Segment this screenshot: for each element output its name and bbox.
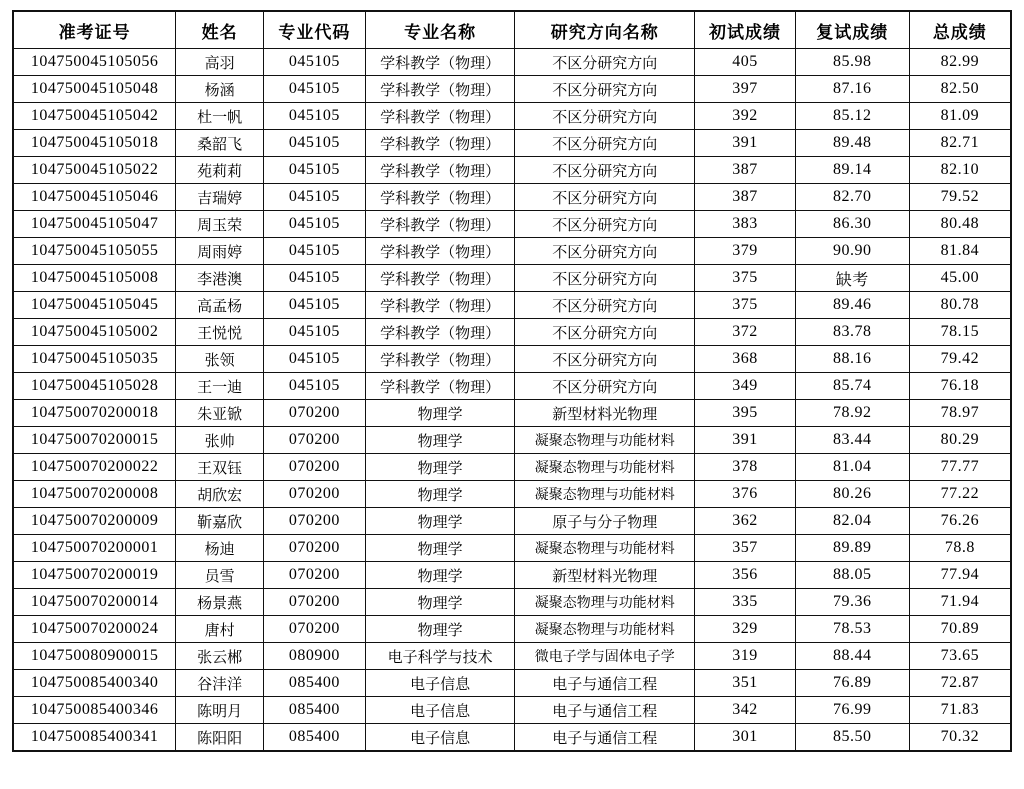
cell-major-name: 物理学 (365, 454, 515, 481)
cell-retest-score: 85.74 (795, 373, 909, 400)
cell-name: 周玉荣 (176, 211, 264, 238)
cell-name: 李港澳 (176, 265, 264, 292)
cell-retest-score: 88.05 (795, 562, 909, 589)
cell-research-direction: 凝聚态物理与功能材料 (515, 427, 695, 454)
cell-retest-score: 90.90 (795, 238, 909, 265)
cell-initial-score: 376 (695, 481, 796, 508)
cell-major-code: 070200 (263, 481, 365, 508)
cell-name: 杨景燕 (176, 589, 264, 616)
cell-research-direction: 不区分研究方向 (515, 373, 695, 400)
table-row (13, 427, 1011, 454)
cell-retest-score: 79.36 (795, 589, 909, 616)
cell-total-score: 45.00 (909, 265, 1011, 292)
table-row (13, 508, 1011, 535)
table-row (13, 184, 1011, 211)
col-header-major-name: 专业名称 (365, 11, 515, 49)
cell-total-score: 73.65 (909, 643, 1011, 670)
cell-exam-number: 104750045105056 (13, 49, 176, 76)
cell-major-name: 物理学 (365, 427, 515, 454)
cell-name: 周雨婷 (176, 238, 264, 265)
cell-major-name: 学科教学（物理） (365, 103, 515, 130)
cell-retest-score: 82.70 (795, 184, 909, 211)
cell-initial-score: 383 (695, 211, 796, 238)
cell-major-code: 045105 (263, 292, 365, 319)
table-row (13, 130, 1011, 157)
cell-initial-score: 356 (695, 562, 796, 589)
cell-major-code: 045105 (263, 130, 365, 157)
cell-research-direction: 不区分研究方向 (515, 238, 695, 265)
cell-exam-number: 104750070200019 (13, 562, 176, 589)
table-row (13, 238, 1011, 265)
cell-major-code: 085400 (263, 670, 365, 697)
cell-total-score: 76.26 (909, 508, 1011, 535)
cell-research-direction: 不区分研究方向 (515, 211, 695, 238)
cell-initial-score: 368 (695, 346, 796, 373)
cell-research-direction: 不区分研究方向 (515, 103, 695, 130)
col-header-major-code: 专业代码 (263, 11, 365, 49)
table-row (13, 346, 1011, 373)
cell-major-name: 物理学 (365, 562, 515, 589)
cell-total-score: 82.99 (909, 49, 1011, 76)
cell-major-code: 070200 (263, 454, 365, 481)
col-header-initial-score: 初试成绩 (695, 11, 796, 49)
cell-major-code: 085400 (263, 697, 365, 724)
cell-research-direction: 凝聚态物理与功能材料 (515, 454, 695, 481)
cell-total-score: 77.77 (909, 454, 1011, 481)
cell-initial-score: 397 (695, 76, 796, 103)
cell-major-name: 物理学 (365, 535, 515, 562)
cell-initial-score: 391 (695, 130, 796, 157)
cell-research-direction: 不区分研究方向 (515, 292, 695, 319)
cell-initial-score: 357 (695, 535, 796, 562)
cell-research-direction: 凝聚态物理与功能材料 (515, 535, 695, 562)
cell-initial-score: 387 (695, 184, 796, 211)
cell-exam-number: 104750045105035 (13, 346, 176, 373)
cell-initial-score: 362 (695, 508, 796, 535)
cell-major-code: 045105 (263, 319, 365, 346)
cell-initial-score: 319 (695, 643, 796, 670)
cell-major-code: 085400 (263, 724, 365, 752)
cell-initial-score: 335 (695, 589, 796, 616)
cell-major-code: 045105 (263, 76, 365, 103)
cell-initial-score: 405 (695, 49, 796, 76)
cell-research-direction: 新型材料光物理 (515, 562, 695, 589)
cell-major-code: 045105 (263, 157, 365, 184)
table-row (13, 103, 1011, 130)
cell-major-name: 学科教学（物理） (365, 319, 515, 346)
cell-major-code: 070200 (263, 400, 365, 427)
cell-total-score: 70.89 (909, 616, 1011, 643)
cell-total-score: 80.48 (909, 211, 1011, 238)
cell-total-score: 81.09 (909, 103, 1011, 130)
cell-research-direction: 电子与通信工程 (515, 724, 695, 752)
cell-major-name: 电子信息 (365, 724, 515, 752)
cell-research-direction: 凝聚态物理与功能材料 (515, 481, 695, 508)
cell-exam-number: 104750045105018 (13, 130, 176, 157)
cell-research-direction: 原子与分子物理 (515, 508, 695, 535)
cell-major-code: 045105 (263, 373, 365, 400)
cell-major-code: 045105 (263, 346, 365, 373)
table-row (13, 589, 1011, 616)
cell-major-code: 045105 (263, 49, 365, 76)
cell-major-code: 045105 (263, 103, 365, 130)
cell-name: 陈阳阳 (176, 724, 264, 752)
cell-retest-score: 78.92 (795, 400, 909, 427)
cell-name: 张领 (176, 346, 264, 373)
cell-exam-number: 104750070200015 (13, 427, 176, 454)
cell-major-name: 学科教学（物理） (365, 211, 515, 238)
cell-exam-number: 104750070200001 (13, 535, 176, 562)
table-row (13, 292, 1011, 319)
cell-retest-score: 83.44 (795, 427, 909, 454)
cell-retest-score: 78.53 (795, 616, 909, 643)
table-row (13, 373, 1011, 400)
table-row (13, 535, 1011, 562)
cell-research-direction: 不区分研究方向 (515, 346, 695, 373)
cell-research-direction: 凝聚态物理与功能材料 (515, 616, 695, 643)
cell-retest-score: 86.30 (795, 211, 909, 238)
col-header-total-score: 总成绩 (909, 11, 1011, 49)
cell-exam-number: 104750070200014 (13, 589, 176, 616)
table-row (13, 697, 1011, 724)
cell-retest-score: 88.44 (795, 643, 909, 670)
cell-retest-score: 89.46 (795, 292, 909, 319)
cell-major-name: 电子信息 (365, 670, 515, 697)
cell-exam-number: 104750045105008 (13, 265, 176, 292)
cell-exam-number: 104750070200022 (13, 454, 176, 481)
cell-major-code: 045105 (263, 238, 365, 265)
cell-major-code: 070200 (263, 562, 365, 589)
cell-name: 桑韶飞 (176, 130, 264, 157)
cell-initial-score: 342 (695, 697, 796, 724)
cell-retest-score: 缺考 (795, 265, 909, 292)
cell-retest-score: 80.26 (795, 481, 909, 508)
cell-name: 张帅 (176, 427, 264, 454)
cell-name: 杨涵 (176, 76, 264, 103)
cell-exam-number: 104750045105055 (13, 238, 176, 265)
cell-retest-score: 76.89 (795, 670, 909, 697)
table-row (13, 76, 1011, 103)
cell-initial-score: 349 (695, 373, 796, 400)
cell-major-name: 学科教学（物理） (365, 373, 515, 400)
cell-total-score: 80.78 (909, 292, 1011, 319)
cell-exam-number: 104750070200009 (13, 508, 176, 535)
cell-total-score: 81.84 (909, 238, 1011, 265)
cell-initial-score: 329 (695, 616, 796, 643)
cell-name: 唐村 (176, 616, 264, 643)
cell-initial-score: 372 (695, 319, 796, 346)
cell-name: 陈明月 (176, 697, 264, 724)
col-header-retest-score: 复试成绩 (795, 11, 909, 49)
cell-name: 靳嘉欣 (176, 508, 264, 535)
cell-research-direction: 微电子学与固体电子学 (515, 643, 695, 670)
table-row (13, 481, 1011, 508)
col-header-name: 姓名 (176, 11, 264, 49)
cell-major-name: 物理学 (365, 400, 515, 427)
cell-total-score: 79.42 (909, 346, 1011, 373)
cell-name: 朱亚锨 (176, 400, 264, 427)
cell-research-direction: 不区分研究方向 (515, 157, 695, 184)
cell-total-score: 78.15 (909, 319, 1011, 346)
cell-name: 王一迪 (176, 373, 264, 400)
cell-total-score: 80.29 (909, 427, 1011, 454)
cell-major-name: 学科教学（物理） (365, 265, 515, 292)
cell-retest-score: 85.98 (795, 49, 909, 76)
cell-major-code: 045105 (263, 265, 365, 292)
table-row (13, 319, 1011, 346)
cell-exam-number: 104750085400340 (13, 670, 176, 697)
cell-total-score: 78.8 (909, 535, 1011, 562)
cell-major-code: 045105 (263, 211, 365, 238)
cell-total-score: 70.32 (909, 724, 1011, 752)
cell-major-code: 070200 (263, 508, 365, 535)
cell-research-direction: 凝聚态物理与功能材料 (515, 589, 695, 616)
cell-exam-number: 104750045105046 (13, 184, 176, 211)
cell-total-score: 76.18 (909, 373, 1011, 400)
cell-major-name: 物理学 (365, 589, 515, 616)
col-header-exam-number: 准考证号 (13, 11, 176, 49)
cell-total-score: 77.94 (909, 562, 1011, 589)
table-row (13, 643, 1011, 670)
cell-name: 胡欣宏 (176, 481, 264, 508)
cell-name: 吉瑞婷 (176, 184, 264, 211)
cell-retest-score: 76.99 (795, 697, 909, 724)
cell-initial-score: 387 (695, 157, 796, 184)
cell-name: 张云郴 (176, 643, 264, 670)
cell-exam-number: 104750080900015 (13, 643, 176, 670)
cell-retest-score: 85.12 (795, 103, 909, 130)
cell-major-code: 080900 (263, 643, 365, 670)
cell-exam-number: 104750070200018 (13, 400, 176, 427)
table-row (13, 670, 1011, 697)
col-header-research-direction: 研究方向名称 (515, 11, 695, 49)
cell-initial-score: 395 (695, 400, 796, 427)
results-table-body (13, 49, 1011, 752)
cell-initial-score: 375 (695, 292, 796, 319)
cell-name: 谷沣洋 (176, 670, 264, 697)
cell-total-score: 78.97 (909, 400, 1011, 427)
cell-research-direction: 电子与通信工程 (515, 670, 695, 697)
cell-retest-score: 83.78 (795, 319, 909, 346)
table-header (13, 11, 1011, 49)
cell-major-name: 电子科学与技术 (365, 643, 515, 670)
cell-retest-score: 89.14 (795, 157, 909, 184)
cell-initial-score: 379 (695, 238, 796, 265)
cell-research-direction: 不区分研究方向 (515, 265, 695, 292)
cell-major-name: 学科教学（物理） (365, 130, 515, 157)
cell-major-name: 物理学 (365, 616, 515, 643)
cell-name: 王悦悦 (176, 319, 264, 346)
cell-research-direction: 电子与通信工程 (515, 697, 695, 724)
table-row (13, 454, 1011, 481)
cell-retest-score: 89.89 (795, 535, 909, 562)
cell-retest-score: 85.50 (795, 724, 909, 752)
cell-exam-number: 104750085400346 (13, 697, 176, 724)
cell-exam-number: 104750045105028 (13, 373, 176, 400)
cell-research-direction: 不区分研究方向 (515, 184, 695, 211)
cell-retest-score: 89.48 (795, 130, 909, 157)
cell-research-direction: 不区分研究方向 (515, 49, 695, 76)
cell-total-score: 79.52 (909, 184, 1011, 211)
cell-exam-number: 104750070200008 (13, 481, 176, 508)
cell-major-code: 070200 (263, 616, 365, 643)
cell-initial-score: 375 (695, 265, 796, 292)
table-row (13, 157, 1011, 184)
table-row (13, 400, 1011, 427)
cell-initial-score: 351 (695, 670, 796, 697)
cell-research-direction: 不区分研究方向 (515, 76, 695, 103)
cell-name: 杜一帆 (176, 103, 264, 130)
cell-total-score: 82.10 (909, 157, 1011, 184)
cell-major-code: 045105 (263, 184, 365, 211)
cell-retest-score: 87.16 (795, 76, 909, 103)
cell-total-score: 82.50 (909, 76, 1011, 103)
cell-exam-number: 104750045105002 (13, 319, 176, 346)
cell-initial-score: 392 (695, 103, 796, 130)
cell-research-direction: 不区分研究方向 (515, 319, 695, 346)
cell-name: 杨迪 (176, 535, 264, 562)
table-row (13, 211, 1011, 238)
cell-major-name: 学科教学（物理） (365, 76, 515, 103)
cell-initial-score: 301 (695, 724, 796, 752)
cell-research-direction: 新型材料光物理 (515, 400, 695, 427)
cell-major-name: 学科教学（物理） (365, 346, 515, 373)
cell-major-code: 070200 (263, 535, 365, 562)
cell-major-code: 070200 (263, 589, 365, 616)
table-row (13, 49, 1011, 76)
cell-total-score: 82.71 (909, 130, 1011, 157)
cell-retest-score: 88.16 (795, 346, 909, 373)
table-row (13, 616, 1011, 643)
cell-exam-number: 104750070200024 (13, 616, 176, 643)
cell-major-name: 学科教学（物理） (365, 157, 515, 184)
cell-name: 高羽 (176, 49, 264, 76)
cell-total-score: 77.22 (909, 481, 1011, 508)
cell-research-direction: 不区分研究方向 (515, 130, 695, 157)
cell-exam-number: 104750045105022 (13, 157, 176, 184)
cell-exam-number: 104750045105047 (13, 211, 176, 238)
header-row (13, 11, 1011, 49)
cell-total-score: 71.83 (909, 697, 1011, 724)
cell-major-name: 物理学 (365, 508, 515, 535)
cell-major-name: 学科教学（物理） (365, 49, 515, 76)
cell-major-name: 学科教学（物理） (365, 184, 515, 211)
table-row (13, 562, 1011, 589)
table-row (13, 724, 1011, 752)
cell-major-name: 学科教学（物理） (365, 292, 515, 319)
cell-retest-score: 82.04 (795, 508, 909, 535)
cell-name: 员雪 (176, 562, 264, 589)
cell-total-score: 72.87 (909, 670, 1011, 697)
cell-name: 苑莉莉 (176, 157, 264, 184)
cell-name: 王双钰 (176, 454, 264, 481)
cell-exam-number: 104750045105042 (13, 103, 176, 130)
cell-initial-score: 391 (695, 427, 796, 454)
cell-major-code: 070200 (263, 427, 365, 454)
cell-exam-number: 104750045105048 (13, 76, 176, 103)
cell-major-name: 电子信息 (365, 697, 515, 724)
cell-exam-number: 104750085400341 (13, 724, 176, 752)
cell-total-score: 71.94 (909, 589, 1011, 616)
table-row (13, 265, 1011, 292)
cell-initial-score: 378 (695, 454, 796, 481)
admission-results-table (12, 10, 1012, 752)
cell-name: 高孟杨 (176, 292, 264, 319)
cell-major-name: 学科教学（物理） (365, 238, 515, 265)
cell-retest-score: 81.04 (795, 454, 909, 481)
cell-exam-number: 104750045105045 (13, 292, 176, 319)
cell-major-name: 物理学 (365, 481, 515, 508)
